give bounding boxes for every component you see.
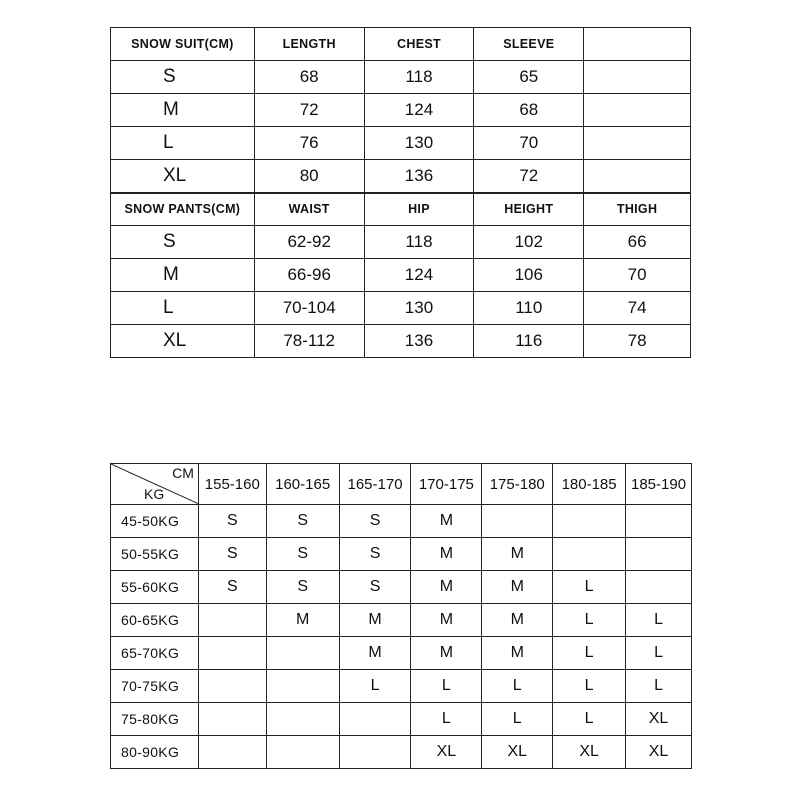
- measurement-cell: 130: [364, 292, 474, 325]
- measurement-cell: 102: [474, 226, 584, 259]
- size-cell: [553, 505, 626, 538]
- fit-chart-header-row: [111, 464, 692, 505]
- size-cell: S: [339, 571, 411, 604]
- height-header: 175-180: [482, 464, 553, 505]
- column-header: WAIST: [254, 193, 364, 226]
- size-cell: S: [266, 505, 339, 538]
- size-cell: S: [198, 505, 266, 538]
- table-row: [111, 127, 691, 160]
- size-cell: L: [411, 703, 482, 736]
- table-row: [111, 505, 692, 538]
- size-cell: L: [626, 637, 692, 670]
- snow-suit-title: SNOW SUIT(CM): [111, 28, 255, 61]
- corner-kg-label: KG: [144, 486, 165, 502]
- table-row: [111, 637, 692, 670]
- size-cell: L: [626, 604, 692, 637]
- height-header: 160-165: [266, 464, 339, 505]
- column-header: CHEST: [364, 28, 474, 61]
- size-cell: S: [266, 538, 339, 571]
- table-row: [111, 604, 692, 637]
- size-cell: M: [266, 604, 339, 637]
- measurement-cell: 68: [254, 61, 364, 94]
- size-cell: M: [411, 505, 482, 538]
- column-header: [584, 28, 691, 61]
- measurement-cell: 136: [364, 325, 474, 358]
- measurement-cell: 124: [364, 94, 474, 127]
- weight-label: 80-90KG: [111, 736, 199, 769]
- size-cell: M: [339, 604, 411, 637]
- measurement-cell: 65: [474, 61, 584, 94]
- measurement-cell: 118: [364, 61, 474, 94]
- measurement-cell: 78-112: [254, 325, 364, 358]
- size-cell: [553, 538, 626, 571]
- size-cell: S: [339, 505, 411, 538]
- measurement-cell: 66: [584, 226, 691, 259]
- weight-label: 70-75KG: [111, 670, 199, 703]
- measurement-cell: 70: [584, 259, 691, 292]
- table-row: [111, 61, 691, 94]
- snow-pants-section: [111, 193, 691, 358]
- table-row: [111, 292, 691, 325]
- measurement-cell: 136: [364, 160, 474, 193]
- column-header: LENGTH: [254, 28, 364, 61]
- snow-suit-header-row: [111, 28, 691, 61]
- measurement-cell: 78: [584, 325, 691, 358]
- column-header: THIGH: [584, 193, 691, 226]
- measurement-cell: 62-92: [254, 226, 364, 259]
- size-cell: [266, 736, 339, 769]
- height-header: 155-160: [198, 464, 266, 505]
- measurement-cell: 130: [364, 127, 474, 160]
- column-header: SLEEVE: [474, 28, 584, 61]
- size-cell: S: [266, 571, 339, 604]
- snow-suit-section: [111, 28, 691, 193]
- table-row: [111, 259, 691, 292]
- size-cell: M: [482, 571, 553, 604]
- size-chart-table: [110, 27, 691, 358]
- measurement-cell: [584, 127, 691, 160]
- fit-chart-body: [111, 464, 692, 769]
- column-header: HEIGHT: [474, 193, 584, 226]
- size-cell: S: [339, 538, 411, 571]
- column-header: HIP: [364, 193, 474, 226]
- measurement-cell: [584, 61, 691, 94]
- table-row: [111, 670, 692, 703]
- table-row: [111, 538, 692, 571]
- size-cell: [482, 505, 553, 538]
- size-cell: S: [198, 538, 266, 571]
- measurement-cell: 70: [474, 127, 584, 160]
- corner-cell: [111, 464, 199, 505]
- size-label: L: [111, 127, 255, 160]
- measurement-cell: 68: [474, 94, 584, 127]
- size-cell: [198, 637, 266, 670]
- size-cell: [198, 703, 266, 736]
- size-cell: S: [198, 571, 266, 604]
- size-cell: [266, 637, 339, 670]
- size-cell: [198, 736, 266, 769]
- size-label: M: [111, 94, 255, 127]
- size-cell: [626, 538, 692, 571]
- size-label: XL: [111, 325, 255, 358]
- measurement-cell: 74: [584, 292, 691, 325]
- size-cell: [626, 571, 692, 604]
- size-cell: XL: [626, 736, 692, 769]
- size-cell: M: [411, 637, 482, 670]
- measurement-cell: 76: [254, 127, 364, 160]
- size-cell: XL: [553, 736, 626, 769]
- size-cell: L: [411, 670, 482, 703]
- size-cell: XL: [482, 736, 553, 769]
- weight-label: 45-50KG: [111, 505, 199, 538]
- weight-label: 75-80KG: [111, 703, 199, 736]
- measurement-cell: [584, 94, 691, 127]
- corner-cm-label: CM: [172, 465, 194, 481]
- measurement-cell: 66-96: [254, 259, 364, 292]
- height-header: 165-170: [339, 464, 411, 505]
- size-cell: M: [411, 571, 482, 604]
- size-cell: XL: [626, 703, 692, 736]
- table-row: [111, 703, 692, 736]
- size-cell: [198, 604, 266, 637]
- table-row: [111, 736, 692, 769]
- size-cell: L: [553, 604, 626, 637]
- measurement-cell: 110: [474, 292, 584, 325]
- size-cell: L: [553, 637, 626, 670]
- size-cell: M: [411, 538, 482, 571]
- measurement-cell: 118: [364, 226, 474, 259]
- size-label: XL: [111, 160, 255, 193]
- size-cell: [339, 736, 411, 769]
- height-header: 170-175: [411, 464, 482, 505]
- table-row: [111, 571, 692, 604]
- size-label: M: [111, 259, 255, 292]
- size-cell: [198, 670, 266, 703]
- size-cell: M: [482, 604, 553, 637]
- measurement-cell: [584, 160, 691, 193]
- weight-label: 50-55KG: [111, 538, 199, 571]
- size-cell: XL: [411, 736, 482, 769]
- weight-label: 55-60KG: [111, 571, 199, 604]
- size-cell: [266, 670, 339, 703]
- measurement-cell: 72: [474, 160, 584, 193]
- size-cell: [626, 505, 692, 538]
- size-cell: L: [482, 670, 553, 703]
- snow-pants-header-row: [111, 193, 691, 226]
- table-row: [111, 325, 691, 358]
- size-cell: L: [553, 703, 626, 736]
- size-label: S: [111, 226, 255, 259]
- table-row: [111, 94, 691, 127]
- size-cell: L: [339, 670, 411, 703]
- measurement-cell: 72: [254, 94, 364, 127]
- size-cell: M: [411, 604, 482, 637]
- snow-pants-title: SNOW PANTS(CM): [111, 193, 255, 226]
- size-label: L: [111, 292, 255, 325]
- weight-label: 60-65KG: [111, 604, 199, 637]
- size-cell: M: [339, 637, 411, 670]
- height-header: 185-190: [626, 464, 692, 505]
- size-cell: M: [482, 538, 553, 571]
- height-weight-fit-table: [110, 463, 692, 769]
- weight-label: 65-70KG: [111, 637, 199, 670]
- height-header: 180-185: [553, 464, 626, 505]
- measurement-cell: 124: [364, 259, 474, 292]
- measurement-cell: 106: [474, 259, 584, 292]
- size-cell: L: [482, 703, 553, 736]
- size-cell: [339, 703, 411, 736]
- size-cell: L: [553, 670, 626, 703]
- size-cell: M: [482, 637, 553, 670]
- size-cell: L: [553, 571, 626, 604]
- measurement-cell: 116: [474, 325, 584, 358]
- table-row: [111, 160, 691, 193]
- size-cell: [266, 703, 339, 736]
- table-row: [111, 226, 691, 259]
- size-label: S: [111, 61, 255, 94]
- size-cell: L: [626, 670, 692, 703]
- measurement-cell: 70-104: [254, 292, 364, 325]
- measurement-cell: 80: [254, 160, 364, 193]
